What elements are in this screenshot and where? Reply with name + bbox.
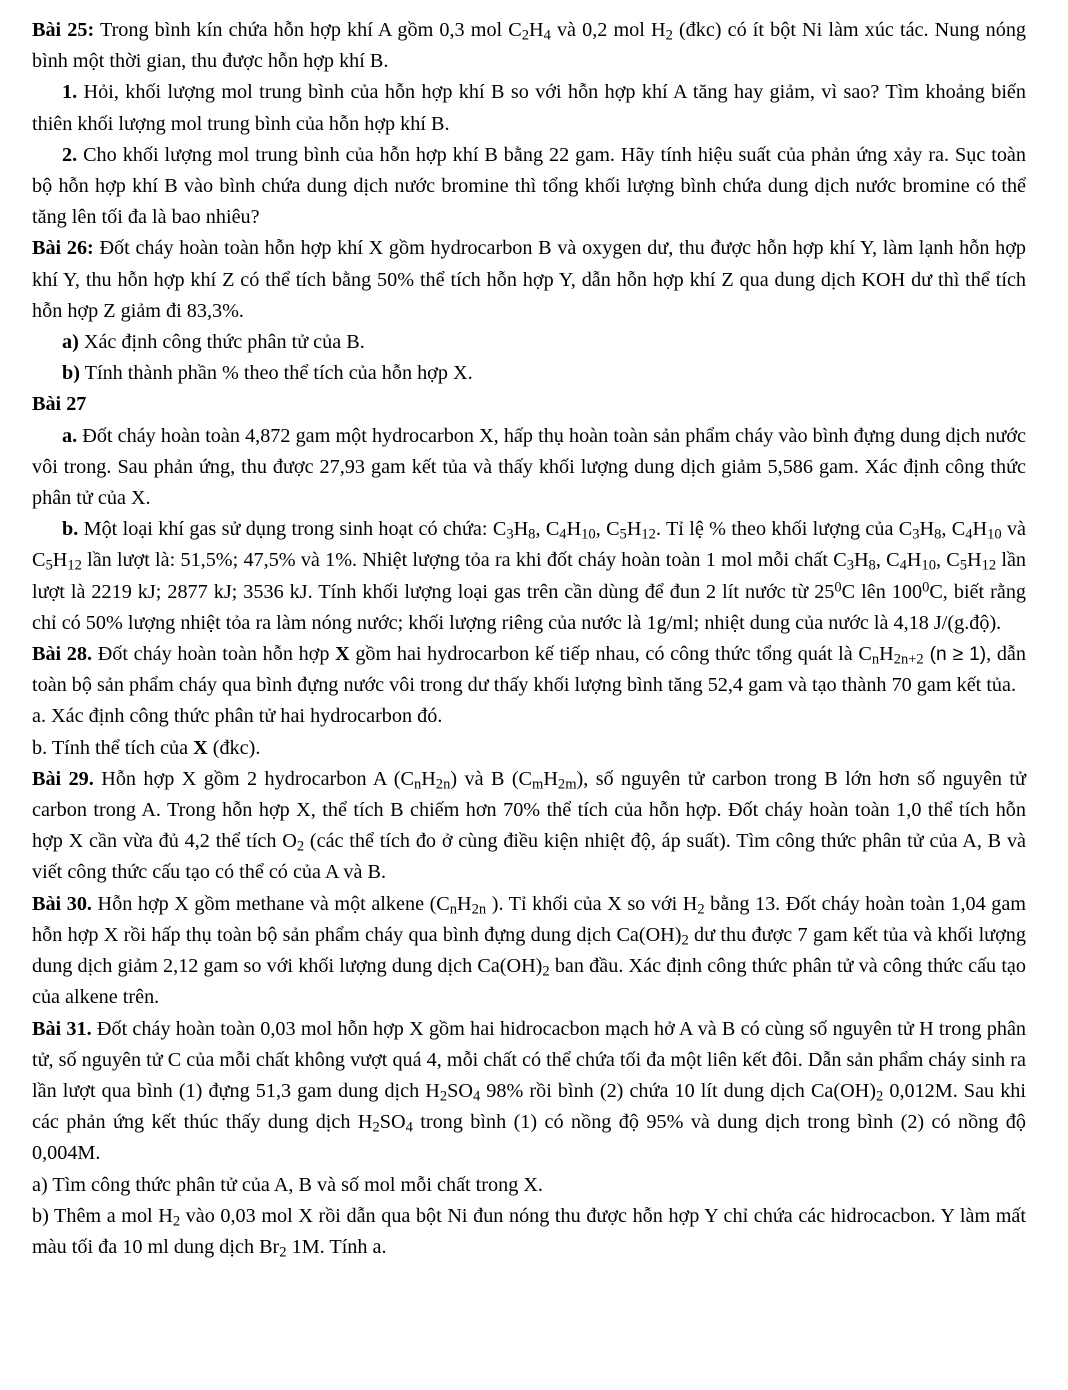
problem-30: Bài 30. Hỗn hợp X gồm methane và một alkene ($C_nH_{2n}$ ). Tỉ khối của X so với $H_2$ bằng 13. Đốt cháy hoàn toàn 1,04 gam hỗn hợp X rồi hấp thụ toàn bộ sản phẩm cháy qua bình đựng dung dịch $Ca(OH)_2$ dư thu được 7 gam kết tủa và khối lượng dung dịch giảm 2,12 gam so với khối lượng dung dịch $Ca(OH)_2$ ban đầu. Xác định công thức phân tử và công thức cấu tạo của alkene trên. (32, 892, 1027, 1009)
problem-25-question-1: 1. Hỏi, khối lượng mol trung bình của hỗn hợp khí B so với hỗn hợp khí A tăng hay giảm, vì sao? Tìm khoảng biến thiên khối lượng mol trung bình của hỗn hợp khí B. (32, 81, 1026, 135)
problem-27-title: Bài 27 (32, 393, 87, 416)
problem-30-title: Bài 30. (32, 892, 92, 915)
problem-28-part-a: a. Xác định công thức phân tử hai hydrocarbon đó. (32, 705, 443, 728)
problem-27-part-b: b. Một loại khí gas sử dụng trong sinh hoạt có chứa: $C_3H_8$, $C_4H_{10}$, $C_5H_{12}$. Tỉ lệ % theo khối lượng của $C_3H_8$, $C_4H_{10}$ và $C_5H_{12}$ lần lượt là: 51,5%; 47,5% và 1%. Nhiệt lượng tỏa ra khi đốt cháy hoàn toàn 1 mol mỗi chất $C_3H_8$, $C_4H_{10}$, $C_5H_{12}$ lần lượt là 2219 kJ; 2877 kJ; 3536 kJ. Tính khối lượng loại gas trên cần dùng để đun 2 lít nước từ $25^0C$ lên $100^0C$, biết rằng chỉ có 50% lượng nhiệt tỏa ra làm nóng nước; khối lượng riêng của nước là 1g/ml; nhiệt dung của nước là 4,18 J/(g.độ). (32, 518, 1027, 634)
problem-29-title: Bài 29. (32, 767, 94, 790)
problem-29: Bài 29. Hỗn hợp X gồm 2 hydrocarbon A $(C_nH_{2n})$ và B $(C_mH_{2m})$, số nguyên tử carbon trong B lớn hơn số nguyên tử carbon trong A. Trong hỗn hợp X, thể tích B chiếm hơn 70% thể tích của hỗn hợp. Đốt cháy hoàn toàn 1,0 thể tích hỗn hợp X cần vừa đủ 4,2 thể tích $O_2$ (các thể tích đo ở cùng điều kiện nhiệt độ, áp suất). Tìm công thức phân tử của A, B và viết công thức cấu tạo có thể có của A và B. (32, 767, 1026, 884)
problem-26-title: Bài 26: (32, 237, 94, 260)
problem-28-title: Bài 28. (32, 643, 93, 666)
problem-25-intro: Bài 25: Trong bình kín chứa hỗn hợp khí A gồm 0,3 mol $C_2H_4$ và 0,2 mol $H_2$ (đkc) có ít bột Ni làm xúc tác. Nung nóng bình một thời gian, thu được hỗn hợp khí B. (32, 19, 1027, 73)
problem-26-intro: Bài 26: Đốt cháy hoàn toàn hỗn hợp khí X gồm hydrocarbon B và oxygen dư, thu được hỗn hợp khí Y, làm lạnh hỗn hợp khí Y, thu hỗn hợp khí Z có thể tích bằng 50% thể tích hỗn hợp Y, dẫn hỗn hợp khí Z qua dung dịch KOH dư thì thể tích hỗn hợp Z giảm đi 83,3%. (32, 237, 1027, 322)
problem-27-part-a: a. Đốt cháy hoàn toàn 4,872 gam một hydrocarbon X, hấp thụ hoàn toàn sản phẩm cháy vào bình đựng dung dịch nước vôi trong. Sau phản ứng, thu được 27,93 gam kết tủa và thấy khối lượng dung dịch giảm 5,586 gam. Xác định công thức phân tử của X. (32, 424, 1026, 510)
problem-28-intro: Bài 28. Đốt cháy hoàn toàn hỗn hợp X gồm hai hydrocarbon kế tiếp nhau, có công thức tổng quát là $C_nH_{2n+2}$ (n ≥ 1), dẫn toàn bộ sản phẩm cháy qua bình đựng nước vôi trong dư thấy khối lượng bình tăng 52,4 gam và tạo thành 70 gam kết tủa. (32, 643, 1026, 697)
problem-31-title: Bài 31. (32, 1017, 92, 1040)
problem-28-part-b: b. Tính thể tích của X (đkc). (32, 736, 261, 759)
problem-26-part-b: b) Tính thành phần % theo thể tích của hỗn hợp X. (62, 362, 473, 385)
problem-25-question-2: 2. Cho khối lượng mol trung bình của hỗn hợp khí B bằng 22 gam. Hãy tính hiệu suất của phản ứng xảy ra. Sục toàn bộ hỗn hợp khí B vào bình chứa dung dịch nước bromine thì tổng khối lượng bình chứa dung dịch nước bromine có thể tăng lên tối đa là bao nhiêu? (32, 143, 1026, 229)
problem-31-part-b: b) Thêm a mol $H_2$ vào 0,03 mol X rồi dẫn qua bột Ni đun nóng thu được hỗn hợp Y chỉ chứa các hidrocacbon. Y làm mất màu tối đa 10 ml dung dịch $Br_2$ 1M. Tính a. (32, 1204, 1027, 1261)
problem-31-part-a: a) Tìm công thức phân tử của A, B và số mol mỗi chất trong X. (32, 1173, 543, 1196)
problem-25-title: Bài 25: (32, 19, 95, 41)
problem-31-intro: Bài 31. Đốt cháy hoàn toàn 0,03 mol hỗn hợp X gồm hai hidrocacbon mạch hở A và B có cùng số nguyên tử H trong phân tử, số nguyên tử C của mỗi chất không vượt quá 4, mỗi chất có thể chứa tối đa một liên kết đôi. Dẫn sản phẩm cháy sinh ra lần lượt qua bình (1) đựng 51,3 gam dung dịch $H_2SO_4$ 98% rồi bình (2) chứa 10 lít dung dịch $Ca(OH)_2$ 0,012M. Sau khi các phản ứng kết thúc thấy dung dịch $H_2SO_4$ trong bình (1) có nồng độ 95% và dung dịch trong bình (2) có nồng độ 0,004M. (32, 1017, 1026, 1165)
problem-26-part-a: a) Xác định công thức phân tử của B. (62, 331, 365, 354)
